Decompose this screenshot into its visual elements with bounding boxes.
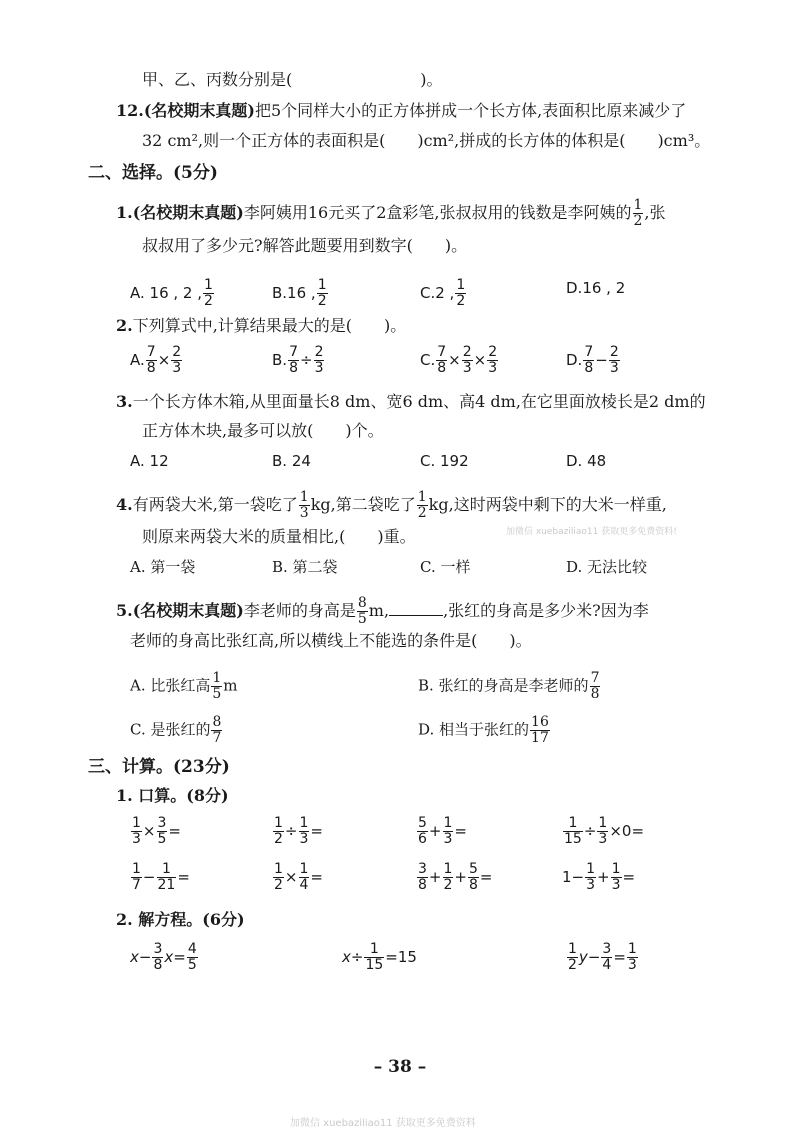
- equation-1: x− $\frac{3}{8}$ x= $\frac{4}{5}$: [130, 941, 197, 973]
- s2q4-line2: 则原来两袋大米的质量相比,( )重。: [142, 527, 416, 546]
- s2q1-line1: [116, 198, 666, 229]
- page-number: – 38 –: [373, 1057, 427, 1077]
- s2q2-option-b: B. $\frac{7}{8}$ ÷ $\frac{2}{3}$: [272, 344, 324, 376]
- s2q5-option-a: A. 比张红高 $\frac{1}{5}$ m: [130, 670, 238, 702]
- q12-text: 把5个同样大小的正方体拼成一个长方体,表面积比原来减少了: [255, 101, 687, 120]
- q12-line2: 32 cm²,则一个正方体的表面积是( )cm²,拼成的长方体的体积是( )cm³。: [142, 131, 711, 150]
- s2q3-option-c: C. 192: [420, 452, 469, 470]
- equation-2: x÷ $\frac{1}{15}$ =15: [342, 941, 417, 973]
- s2q1-fraction: $\frac{1}{2}$: [633, 197, 643, 229]
- s2q5-line2: 老师的身高比张红高,所以横线上不能选的条件是( )。: [130, 631, 532, 650]
- section2-title: 二、选择。(5分): [88, 163, 218, 183]
- s2q1-tag: (名校期末真题): [132, 203, 244, 222]
- s2q4-line1: 4.有两袋大米,第一袋吃了 $\frac{1}{3}$ kg,第二袋吃了 $\frac{1}{2}$ kg,这时两袋中剩下的大米一样重,: [116, 489, 667, 521]
- q12-number: 12.: [116, 101, 144, 120]
- equation-3: $\frac{1}{2}$ y− $\frac{3}{4}$ = $\frac{1}{3}$: [568, 941, 637, 973]
- oral-calc-1: $\frac{1}{3}$ × $\frac{3}{5}$ =: [132, 815, 181, 847]
- section3-part2-title: 2. 解方程。(6分): [116, 910, 245, 929]
- s2q4-option-b: B. 第二袋: [272, 558, 338, 576]
- q12-tag: (名校期末真题): [143, 101, 255, 120]
- oral-calc-8: 1− $\frac{1}{3}$ + $\frac{1}{3}$ =: [562, 861, 636, 893]
- s2q4-option-d: D. 无法比较: [566, 558, 648, 576]
- oral-calc-6: $\frac{1}{2}$ × $\frac{1}{4}$ =: [274, 861, 323, 893]
- s2q5-option-d: D. 相当于张红的 $\frac{16}{17}$: [418, 714, 549, 746]
- section3-part1-title: 1. 口算。(8分): [116, 786, 229, 805]
- bottom-watermark: 加微信 xuebaziliao11 获取更多免费资料: [290, 1118, 476, 1129]
- s2q3-line1: 3.一个长方体木箱,从里面量长8 dm、宽6 dm、高4 dm,在它里面放棱长是2 dm的: [116, 392, 706, 411]
- oral-calc-5: $\frac{1}{7}$ − $\frac{1}{21}$ =: [132, 861, 190, 893]
- s2q1-option-d: D.16 , 2: [566, 279, 626, 297]
- s2q5-option-c: C. 是张红的 $\frac{8}{7}$: [130, 714, 222, 746]
- fill-in-blank[interactable]: [389, 601, 443, 616]
- s2q4-option-c: C. 一样: [420, 558, 471, 576]
- s2q5-line1: 5.(名校期末真题)李老师的身高是 $\frac{8}{5}$ m, ,张红的身高是多少米?因为李: [116, 595, 649, 627]
- s2q3-line2: 正方体木块,最多可以放( )个。: [142, 421, 384, 440]
- s2q1-number: 1.: [116, 203, 133, 222]
- s2q1-option-c: C.2 , $\frac{1}{2}$: [420, 277, 466, 309]
- s2q1-line2: 叔叔用了多少元?解答此题要用到数字( )。: [142, 236, 468, 255]
- s2q3-option-a: A. 12: [130, 452, 169, 470]
- s2q1-option-a: A. 16 , 2 , $\frac{1}{2}$: [130, 277, 213, 309]
- s2q3-option-b: B. 24: [272, 452, 311, 470]
- s2q1-text: 李阿姨用16元买了2盒彩笔,张叔叔用的钱数是李阿姨的: [243, 203, 632, 222]
- oral-calc-4: $\frac{1}{15}$ ÷ $\frac{1}{3}$ ×0=: [564, 815, 645, 847]
- q11-answer-line: 甲、乙、丙数分别是( )。: [142, 70, 443, 89]
- s2q2-option-a: A. $\frac{7}{8}$ × $\frac{2}{3}$: [130, 344, 182, 376]
- s2q5-option-b: B. 张红的身高是李老师的 $\frac{7}{8}$: [418, 670, 600, 702]
- side-watermark: 加微信 xuebaziliao11 获取更多免费资料!: [506, 527, 677, 537]
- s2q2-option-d: D. $\frac{7}{8}$ − $\frac{2}{3}$: [566, 344, 619, 376]
- q12-line1: [116, 101, 686, 121]
- oral-calc-7: $\frac{3}{8}$ + $\frac{1}{2}$ + $\frac{5}{8}$ =: [418, 861, 493, 893]
- section3-title: 三、计算。(23分): [88, 757, 230, 777]
- s2q2-line1: 2.下列算式中,计算结果最大的是( )。: [116, 316, 407, 335]
- s2q1-text-end: ,张: [644, 203, 666, 222]
- s2q3-option-d: D. 48: [566, 452, 607, 470]
- oral-calc-3: $\frac{5}{6}$ + $\frac{1}{3}$ =: [418, 815, 467, 847]
- s2q4-option-a: A. 第一袋: [130, 558, 196, 576]
- s2q1-option-b: B.16 , $\frac{1}{2}$: [272, 277, 327, 309]
- oral-calc-2: $\frac{1}{2}$ ÷ $\frac{1}{3}$ =: [274, 815, 323, 847]
- s2q2-option-c: C. $\frac{7}{8}$ × $\frac{2}{3}$ × $\frac{2}{3}$: [420, 344, 498, 376]
